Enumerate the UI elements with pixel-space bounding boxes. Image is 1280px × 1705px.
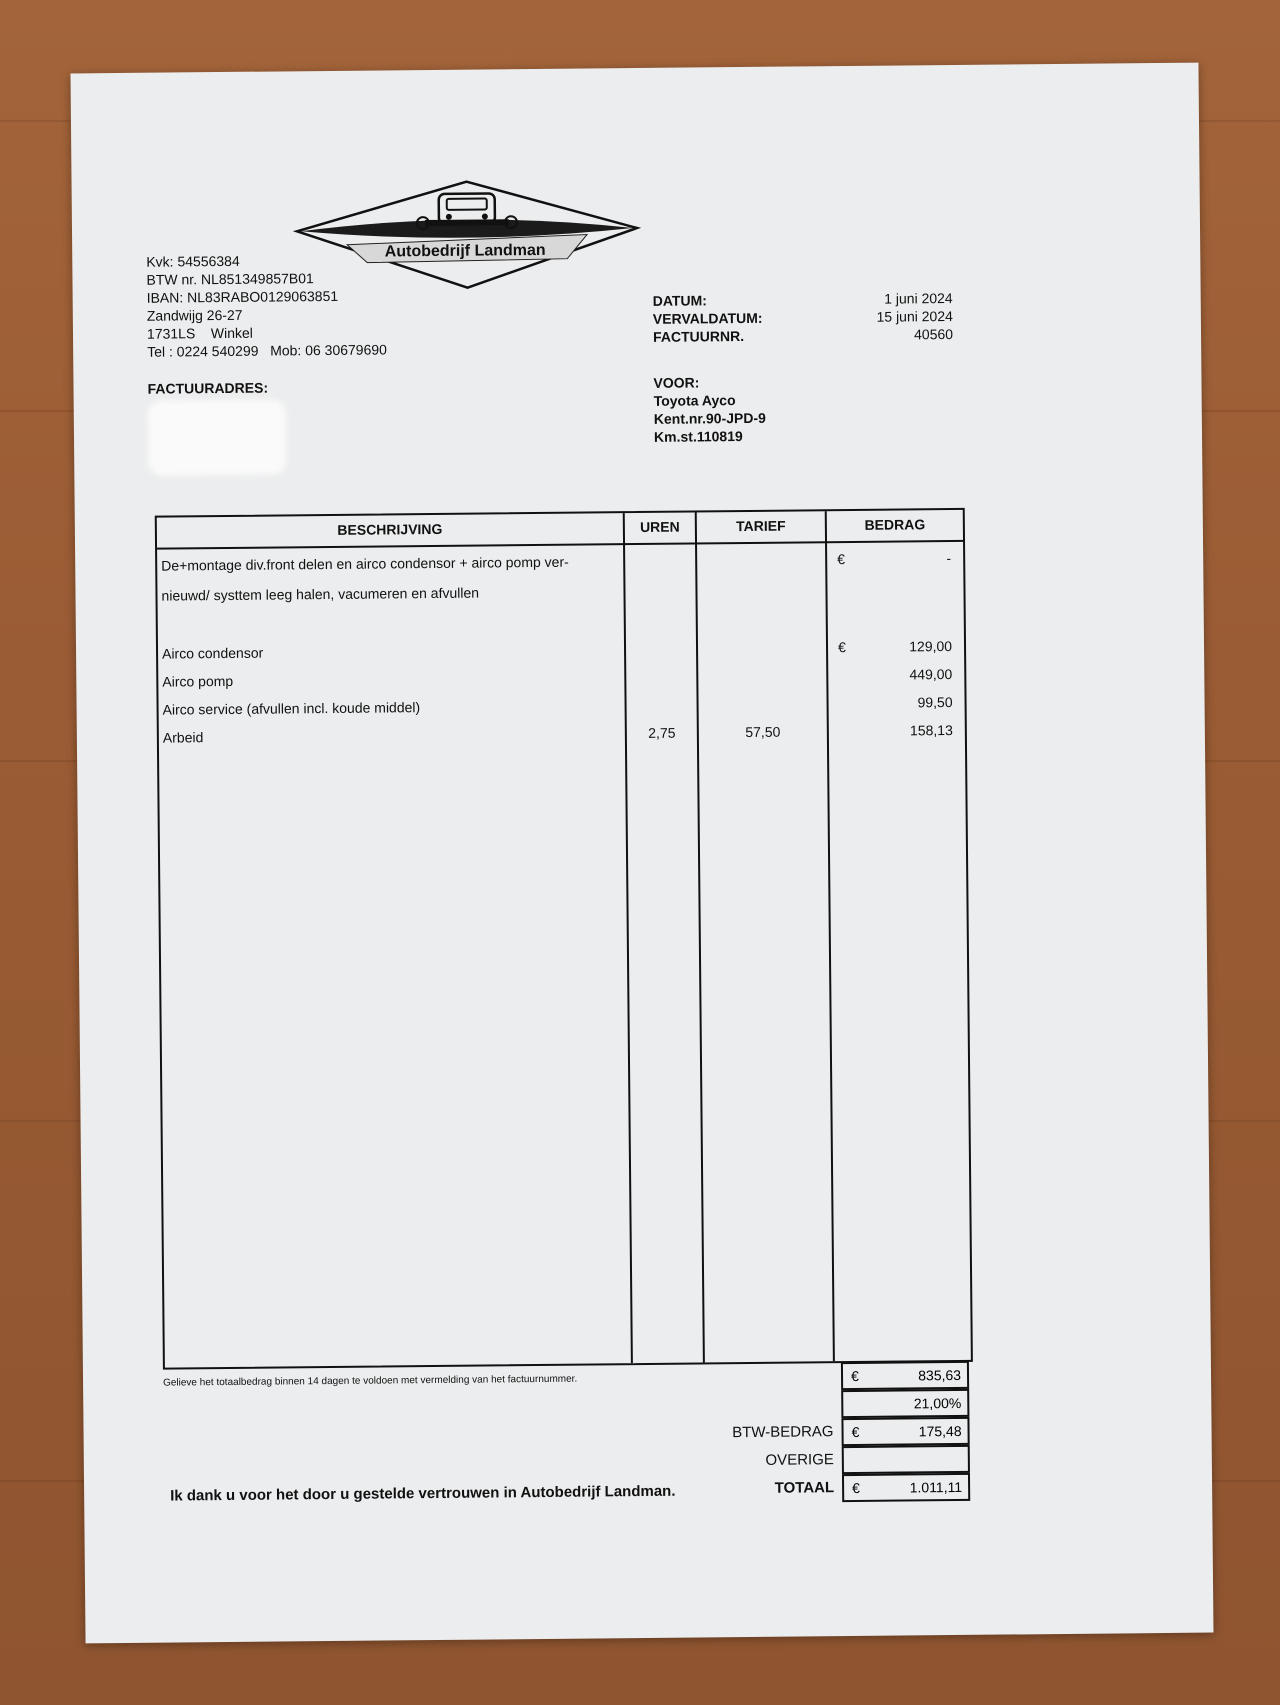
row-tarief <box>698 695 826 696</box>
car-icon <box>417 193 517 229</box>
totaal-label: TOTAAL <box>774 1479 835 1497</box>
description-line-1: De+montage div.front delen en airco condensor + airco pomp ver- <box>161 553 569 574</box>
redacted-address <box>148 399 287 475</box>
factuuradres-label: FACTUURADRES: <box>147 379 269 397</box>
company-street: Zandwijg 26-27 <box>146 306 243 324</box>
company-logo <box>287 178 648 291</box>
vervaldatum-label: VERVALDATUM: <box>652 309 763 327</box>
company-iban: IBAN: NL83RABO0129063851 <box>146 287 339 306</box>
company-postcode-city <box>147 324 253 343</box>
voor-plate: Kent.nr.90-JPD-9 <box>653 409 766 427</box>
row-uren: 2,75 <box>648 724 676 741</box>
row-uren <box>626 640 696 641</box>
company-btw: BTW nr. NL851349857B01 <box>146 270 314 288</box>
btw-bedrag-label: BTW-BEDRAG <box>732 1423 834 1442</box>
row-bedrag: 129,00 <box>909 638 953 655</box>
invoice-paper <box>70 63 1213 1644</box>
factuurnr-label: FACTUURNR. <box>652 327 745 345</box>
totaal-box <box>842 1473 970 1502</box>
datum-value: 1 juni 2024 <box>884 289 953 307</box>
payment-note: Gelieve het totaalbedrag binnen 14 dagen te voldoen met vermelding van het factuurnummer. <box>163 1373 578 1389</box>
logo-company-name: Autobedrijf Landman <box>384 241 546 261</box>
overige-label: OVERIGE <box>765 1451 834 1469</box>
btw-percent-box <box>841 1389 969 1418</box>
row-bedrag: 449,00 <box>909 666 953 683</box>
row-currency: € <box>837 639 846 656</box>
btw-bedrag-value: 175,48 <box>918 1422 962 1440</box>
totaal-currency: € <box>852 1479 860 1497</box>
row-description: Airco service (afvullen incl. koude middel) <box>162 699 421 718</box>
btw-percent-value: 21,00% <box>913 1394 962 1412</box>
description-line-2: nieuwd/ systtem leeg halen, vacumeren en afvullen <box>161 584 480 604</box>
btw-currency: € <box>851 1423 860 1441</box>
header-tarief: TARIEF <box>736 517 786 535</box>
vervaldatum-value: 15 juni 2024 <box>876 307 953 325</box>
factuurnr-value: 40560 <box>914 325 954 343</box>
row-bedrag: 158,13 <box>909 722 953 739</box>
totaal-value: 1.011,11 <box>909 1478 963 1496</box>
row-description: Arbeid <box>162 729 204 746</box>
company-kvk: Kvk: 54556384 <box>146 252 240 270</box>
overige-box <box>842 1445 970 1474</box>
row-bedrag: 99,50 <box>917 694 953 711</box>
company-city: Winkel <box>210 324 253 342</box>
row-uren <box>627 696 697 697</box>
company-phone: Tel : 0224 540299 Mob: 06 30679690 <box>147 341 387 360</box>
row-uren <box>626 668 696 669</box>
row-tarief <box>698 639 826 640</box>
voor-car: Toyota Ayco <box>653 392 736 409</box>
header-uren: UREN <box>639 518 680 536</box>
row-tarief: 57,50 <box>745 723 781 741</box>
voor-label: VOOR: <box>653 374 700 391</box>
subtotal-value: 835,63 <box>918 1366 962 1384</box>
description-currency: € <box>837 551 846 568</box>
header-bedrag: BEDRAG <box>864 516 926 533</box>
btw-bedrag-box <box>841 1417 969 1446</box>
header-beschrijving: BESCHRIJVING <box>337 520 443 538</box>
description-amount: - <box>946 550 952 567</box>
datum-label: DATUM: <box>652 292 707 309</box>
thank-you-message: Ik dank u voor het door u gestelde vertrouwen in Autobedrijf Landman. <box>170 1482 676 1505</box>
subtotal-box <box>841 1361 969 1390</box>
row-description: Airco condensor <box>161 644 264 662</box>
row-description: Airco pomp <box>162 672 234 690</box>
voor-km: Km.st.110819 <box>653 428 743 445</box>
company-postcode: 1731LS <box>146 325 196 342</box>
row-tarief <box>698 667 826 668</box>
invoice-table <box>155 508 973 1370</box>
subtotal-currency: € <box>850 1367 859 1385</box>
